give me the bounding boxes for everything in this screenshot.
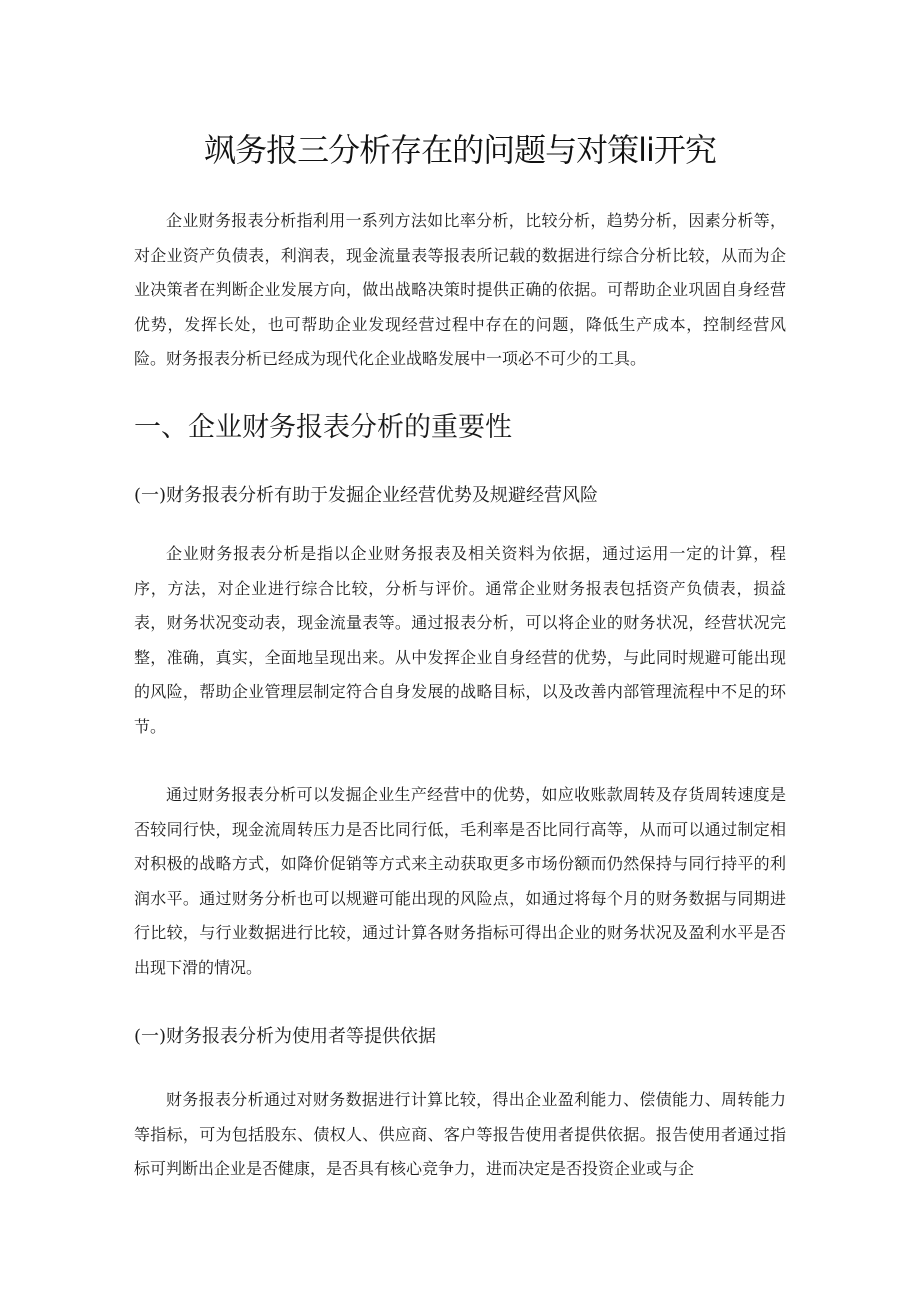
body-paragraph-3: 财务报表分析通过对财务数据进行计算比较，得出企业盈利能力、偿债能力、周转能力等指标，可为包括股东、债权人、供应商、客户等报告使用者提供依据。报告使用者通过指标可判断出企业是否健康，是否具有核心竞争力，进而决定是否投资企业或与企 (134, 1090, 786, 1179)
subsection-heading-2: (一)财务报表分析为使用者等提供依据 (134, 1026, 437, 1047)
subsection-heading-1: (一)财务报表分析有助于发掘企业经营优势及规避经营风险 (134, 485, 599, 506)
section-heading: 一、企业财务报表分析的重要性 (134, 412, 512, 443)
body-paragraph-1: 企业财务报表分析是指以企业财务报表及相关资料为依据，通过运用一定的计算，程序，方法，对企业进行综合比较，分析与评价。通常企业财务报表包括资产负债表，损益表，财务状况变动表，现金流量表等。通过报表分析，可以将企业的财务状况，经营状况完整，准确，真实，全面地呈现出来。从中发挥企业自身经营的优势，与此同时规避可能出现的风险，帮助企业管理层制定符合自身发展的战略目标，以及改善内部管理流程中不足的环节。 (134, 544, 786, 736)
body-paragraph-2: 通过财务报表分析可以发掘企业生产经营中的优势，如应收账款周转及存货周转速度是否较同行快，现金流周转压力是否比同行低，毛利率是否比同行高等，从而可以通过制定相对积极的战略方式，如降价促销等方式来主动获取更多市场份额而仍然保持与同行持平的利润水平。通过财务分析也可以规避可能出现的风险点，如通过将每个月的财务数据与同期进行比较，与行业数据进行比较，通过计算各财务指标可得出企业的财务状况及盈利水平是否出现下滑的情况。 (134, 785, 786, 977)
intro-paragraph: 企业财务报表分析指利用一系列方法如比率分析，比较分析，趋势分析，因素分析等，对企业资产负债表，利润表，现金流量表等报表所记载的数据进行综合分析比较，从而为企业决策者在判断企业发展方向，做出战略决策时提供正确的依据。可帮助企业巩固自身经营优势，发挥长处，也可帮助企业发现经营过程中存在的问题，降低生产成本，控制经营风险。财务报表分析已经成为现代化企业战略发展中一项必不可少的工具。 (134, 211, 786, 369)
document-title: 飒务报三分析存在的问题与对策li开究 (204, 131, 716, 169)
